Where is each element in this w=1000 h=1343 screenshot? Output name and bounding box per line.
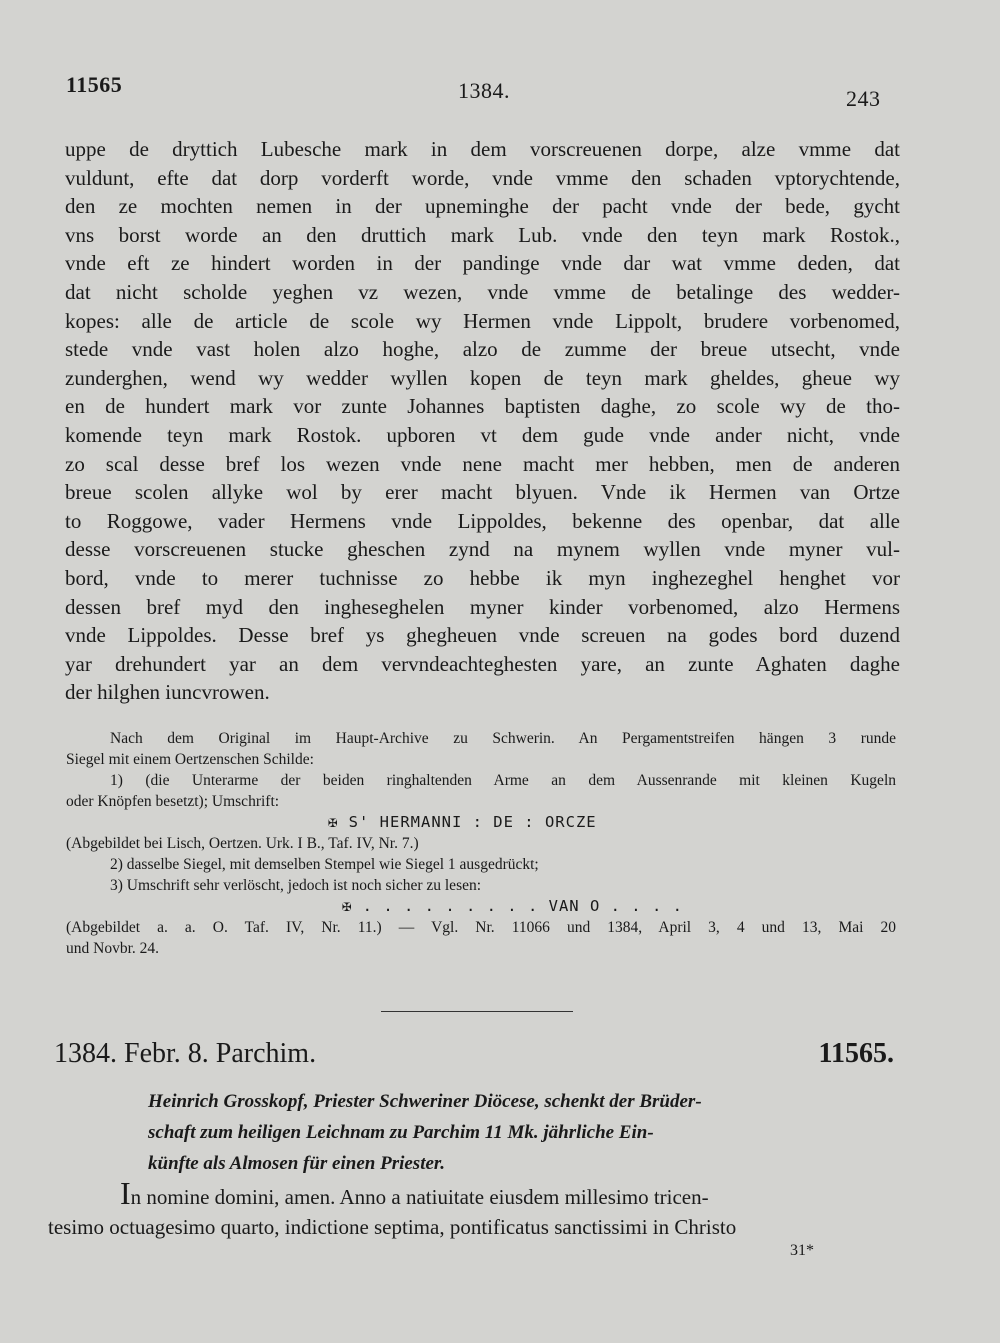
summary-line: Heinrich Grosskopf, Priester Schweriner Diöcese, schenkt der Brüder- bbox=[148, 1091, 702, 1112]
text-line: der hilghen iuncvrowen. bbox=[65, 680, 270, 705]
text-line: stede vnde vast holen alzo hoghe, alzo de zumme der breue utsecht, vnde bbox=[65, 337, 900, 362]
text-line: desse vorscreuenen stucke gheschen zynd na mynem wyllen vnde myner vul- bbox=[65, 537, 900, 562]
entry-number: 11565. bbox=[818, 1038, 894, 1069]
summary-line: schaft zum heiligen Leichnam zu Parchim 11 Mk. jährliche Ein- bbox=[148, 1122, 654, 1143]
text-line: vns borst worde an den druttich mark Lub. vnde den teyn mark Rostok., bbox=[65, 222, 900, 247]
source-note: Siegel mit einem Oertzenschen Schilde: bbox=[66, 751, 314, 768]
printer-signature: 31* bbox=[790, 1242, 814, 1259]
editorial-notes bbox=[66, 728, 896, 959]
text-line: bord, vnde to merer tuchnisse zo hebbe ik myn inghezeghel henghet vor bbox=[65, 565, 900, 590]
charter-text bbox=[65, 135, 900, 707]
seal-description: 3) Umschrift sehr verlöscht, jedoch ist noch sicher zu lesen: bbox=[110, 877, 482, 894]
running-header-number: 11565 bbox=[66, 72, 123, 97]
seal-description: 1) (die Unterarme der beiden ringhaltenden Arme an dem Aussenrande mit kleinen Kugeln bbox=[110, 772, 896, 789]
summary-line: künfte als Almosen für einen Priester. bbox=[148, 1153, 445, 1174]
text-line: en de hundert mark vor zunte Johannes baptisten daghe, zo scole wy de tho- bbox=[65, 394, 900, 419]
text-line-rest: n nomine domini, amen. Anno a natiuitate eiusdem millesimo tricen- bbox=[130, 1185, 709, 1209]
seal-description: 2) dasselbe Siegel, mit demselben Stempel wie Siegel 1 ausgedrückt; bbox=[110, 856, 539, 873]
seal-reference: (Abgebildet bei Lisch, Oertzen. Urk. I B., Taf. IV, Nr. 7.) bbox=[66, 835, 419, 852]
entry-date-place: 1384. Febr. 8. Parchim. bbox=[54, 1038, 317, 1069]
charter-opening bbox=[48, 1175, 888, 1242]
text-line: den ze mochten nemen in der upneminghe der pacht vnde der bede, gycht bbox=[65, 194, 900, 219]
entry-summary bbox=[148, 1086, 888, 1179]
seal-reference: (Abgebildet a. a. O. Taf. IV, Nr. 11.) — Vgl. Nr. 11066 und 1384, April 3, 4 und 13, Mai 20 bbox=[66, 919, 896, 936]
text-line: vuldunt, efte dat dorp vorderft worde, vnde vmme den schaden vptorychtende, bbox=[65, 165, 900, 190]
text-line: tesimo octuagesimo quarto, indictione septima, pontificatus sanctissimi in Christo bbox=[48, 1215, 737, 1239]
initial-letter: I bbox=[120, 1175, 131, 1211]
text-line: to Roggowe, vader Hermens vnde Lippoldes, bekenne des openbar, dat alle bbox=[65, 508, 900, 533]
text-line: kopes: alle de article de scole wy Hermen vnde Lippolt, brudere vorbenomed, bbox=[65, 308, 900, 333]
source-note: Nach dem Original im Haupt-Archive zu Schwerin. An Pergamentstreifen hängen 3 runde bbox=[110, 730, 896, 747]
text-line bbox=[48, 1175, 888, 1212]
text-line: zunderghen, wend wy wedder wyllen kopen de teyn mark gheldes, gheue wy bbox=[65, 365, 900, 390]
text-line: dessen bref myd den ingheseghelen myner kinder vorbenomed, alzo Hermens bbox=[65, 594, 900, 619]
text-line: breue scolen allyke wol by erer macht blyuen. Vnde ik Hermen van Ortze bbox=[65, 480, 900, 505]
text-line: dat nicht scholde yeghen vz wezen, vnde vmme de betalinge des wedder- bbox=[65, 279, 900, 304]
text-line: vnde eft ze hindert worden in der pandinge vnde dar wat vmme deden, dat bbox=[65, 251, 900, 276]
page-number: 243 bbox=[846, 86, 881, 111]
running-header-year: 1384. bbox=[458, 78, 510, 103]
section-divider bbox=[381, 1011, 573, 1012]
text-line: zo scal desse bref los wezen vnde nene macht mer hebben, men de anderen bbox=[65, 451, 900, 476]
text-line: komende teyn mark Rostok. upboren vt dem gude vnde ander nicht, vnde bbox=[65, 422, 900, 447]
seal-reference: und Novbr. 24. bbox=[66, 940, 159, 957]
seal-legend: ✠ . . . . . . . . . VAN O . . . . bbox=[342, 897, 683, 915]
entry-header bbox=[54, 1038, 894, 1078]
text-line: uppe de dryttich Lubesche mark in dem vorscreuenen dorpe, alze vmme dat bbox=[65, 137, 900, 161]
text-line: vnde Lippoldes. Desse bref ys ghegheuen vnde screuen na godes bord duzend bbox=[65, 623, 900, 648]
text-line: yar drehundert yar an dem vervndeachteghesten yare, an zunte Aghaten daghe bbox=[65, 651, 900, 676]
seal-legend: ✠ S' HERMANNI : DE : ORCZE bbox=[328, 813, 597, 831]
seal-description: oder Knöpfen besetzt); Umschrift: bbox=[66, 793, 280, 810]
